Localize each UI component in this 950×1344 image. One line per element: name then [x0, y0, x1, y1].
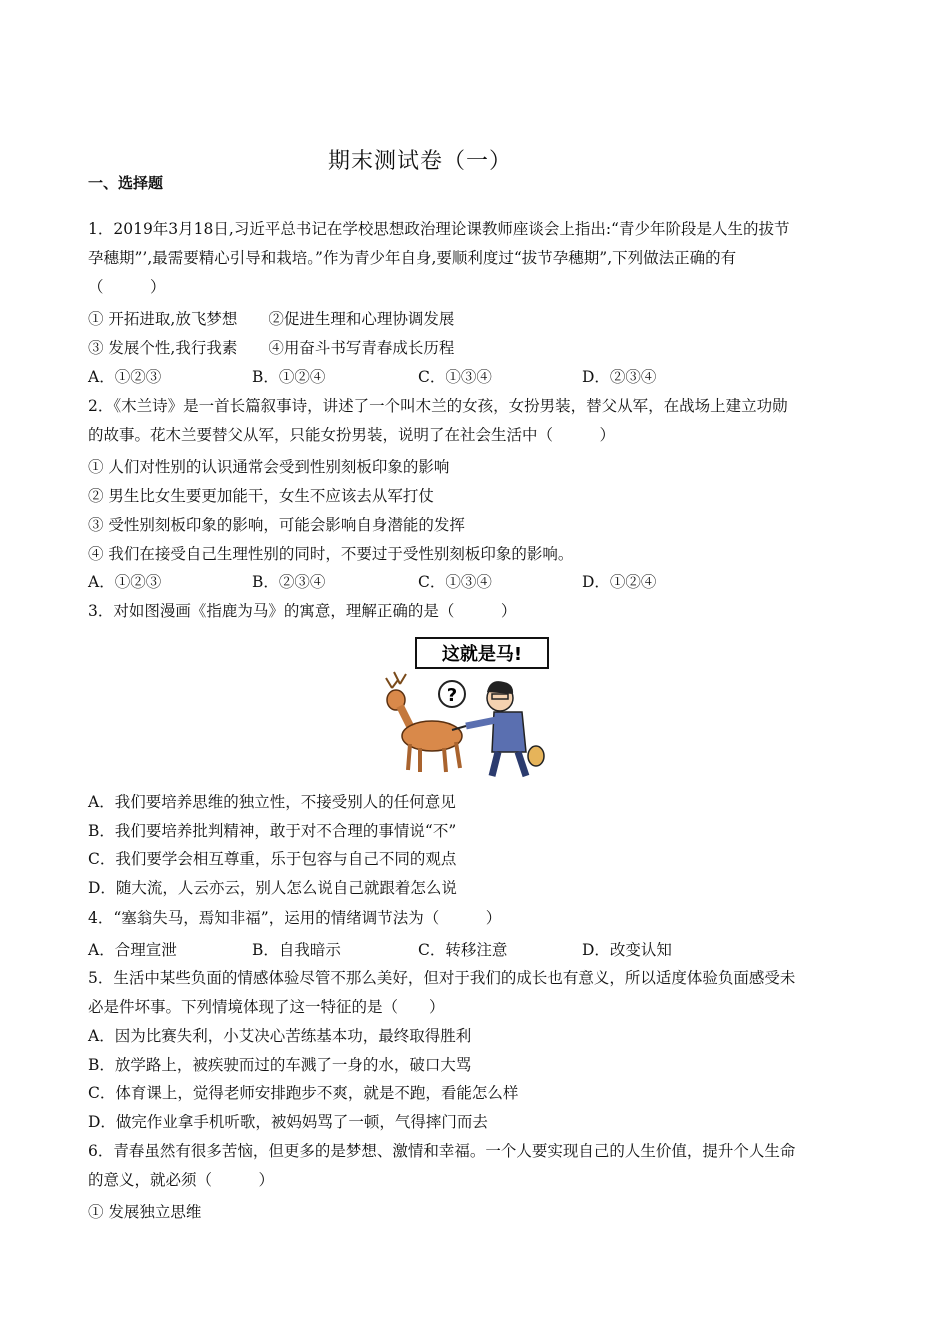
question-5-option-d[interactable]: D．做完作业拿手机听歌，被妈妈骂了一顿，气得摔门而去: [88, 1113, 488, 1131]
question-2-options: [88, 572, 868, 592]
question-1-text-line-2: 孕穗期”’,最需要精心引导和栽培。”作为青少年自身,要顺利度过“拔节孕穗期”,下列做法正确的有: [88, 249, 737, 267]
question-2-statement-2: ② 男生比女生要更加能干，女生不应该去从军打仗: [88, 487, 434, 505]
question-1-statements-1-2: ① 开拓进取,放飞梦想 ②促进生理和心理协调发展: [88, 310, 455, 328]
question-4-option-c[interactable]: C．转移注意: [418, 941, 508, 959]
question-1-answer-blank: （ ）: [88, 278, 166, 296]
question-6-text-line-2: 的意义，就必须（ ）: [88, 1171, 275, 1189]
question-3-option-d[interactable]: D．随大流，人云亦云，别人怎么说自己就跟着怎么说: [88, 879, 457, 897]
question-2-statement-1: ① 人们对性别的认识通常会受到性别刻板印象的影响: [88, 458, 450, 476]
question-6-statement-1: ① 发展独立思维: [88, 1203, 202, 1221]
question-4-option-d[interactable]: D．改变认知: [582, 941, 672, 959]
question-5-option-b[interactable]: B．放学路上，被疾驶而过的车溅了一身的水，破口大骂: [88, 1056, 472, 1074]
question-2-statement-4: ④ 我们在接受自己生理性别的同时，不要过于受性别刻板印象的影响。: [88, 545, 574, 563]
question-5-text-line-1: 5．生活中某些负面的情感体验尽管不那么美好，但对于我们的成长也有意义，所以适度体验负面感受未: [88, 969, 796, 987]
question-1-text-line-1: 1．2019年3月18日,习近平总书记在学校思想政治理论课教师座谈会上指出:“青少年阶段是人生的拔节: [88, 220, 790, 238]
question-5-option-c[interactable]: C．体育课上，觉得老师安排跑步不爽，就是不跑，看能怎么样: [88, 1084, 519, 1102]
question-3-option-b[interactable]: B．我们要培养批判精神，敢于对不合理的事情说“不”: [88, 822, 457, 840]
question-1-option-a[interactable]: A．①②③: [88, 368, 162, 386]
question-2-text-line-2: 的故事。花木兰要替父从军，只能女扮男装，说明了在社会生活中（ ）: [88, 426, 616, 444]
question-2-option-c[interactable]: C．①③④: [418, 573, 492, 591]
question-2-statement-3: ③ 受性别刻板印象的影响，可能会影响自身潜能的发挥: [88, 516, 465, 534]
speech-sign-text: 这就是马!: [441, 644, 523, 665]
question-4-option-a[interactable]: A．合理宣泄: [88, 941, 177, 959]
question-2-option-a[interactable]: A．①②③: [88, 573, 162, 591]
question-1-statements-3-4: ③ 发展个性,我行我素 ④用奋斗书写青春成长历程: [88, 339, 455, 357]
question-4-option-b[interactable]: B．自我暗示: [252, 941, 341, 959]
question-1-option-c[interactable]: C．①③④: [418, 368, 492, 386]
question-2-text-line-1: 2．《木兰诗》是一首长篇叙事诗，讲述了一个叫木兰的女孩，女扮男装，替父从军，在战场上建立功勋: [88, 397, 788, 415]
page-title: 期末测试卷（一）: [327, 149, 512, 174]
question-1-option-d[interactable]: D．②③④: [582, 368, 657, 386]
question-1-options: [88, 367, 868, 387]
cartoon-deer-horse-illustration: [380, 632, 560, 780]
section-heading: 一、选择题: [88, 174, 164, 192]
question-5-option-a[interactable]: A．因为比赛失利，小艾决心苦练基本功，最终取得胜利: [88, 1027, 472, 1045]
question-3-option-c[interactable]: C．我们要学会相互尊重，乐于包容与自己不同的观点: [88, 850, 457, 868]
question-2-option-b[interactable]: B．②③④: [252, 573, 326, 591]
question-2-option-d[interactable]: D．①②④: [582, 573, 657, 591]
question-mark-icon: ?: [446, 685, 458, 706]
question-4-text: 4．“塞翁失马，焉知非福”，运用的情绪调节法为（ ）: [88, 909, 502, 927]
question-3-option-a[interactable]: A．我们要培养思维的独立性，不接受别人的任何意见: [88, 793, 456, 811]
question-5-text-line-2: 必是件坏事。下列情境体现了这一特征的是（ ）: [88, 998, 445, 1016]
question-4-options: [88, 940, 868, 960]
question-6-text-line-1: 6．青春虽然有很多苦恼，但更多的是梦想、激情和幸福。一个人要实现自己的人生价值，提升个人生命: [88, 1142, 796, 1160]
question-1-option-b[interactable]: B．①②④: [252, 368, 326, 386]
question-3-text: 3．对如图漫画《指鹿为马》的寓意，理解正确的是（ ）: [88, 602, 517, 620]
